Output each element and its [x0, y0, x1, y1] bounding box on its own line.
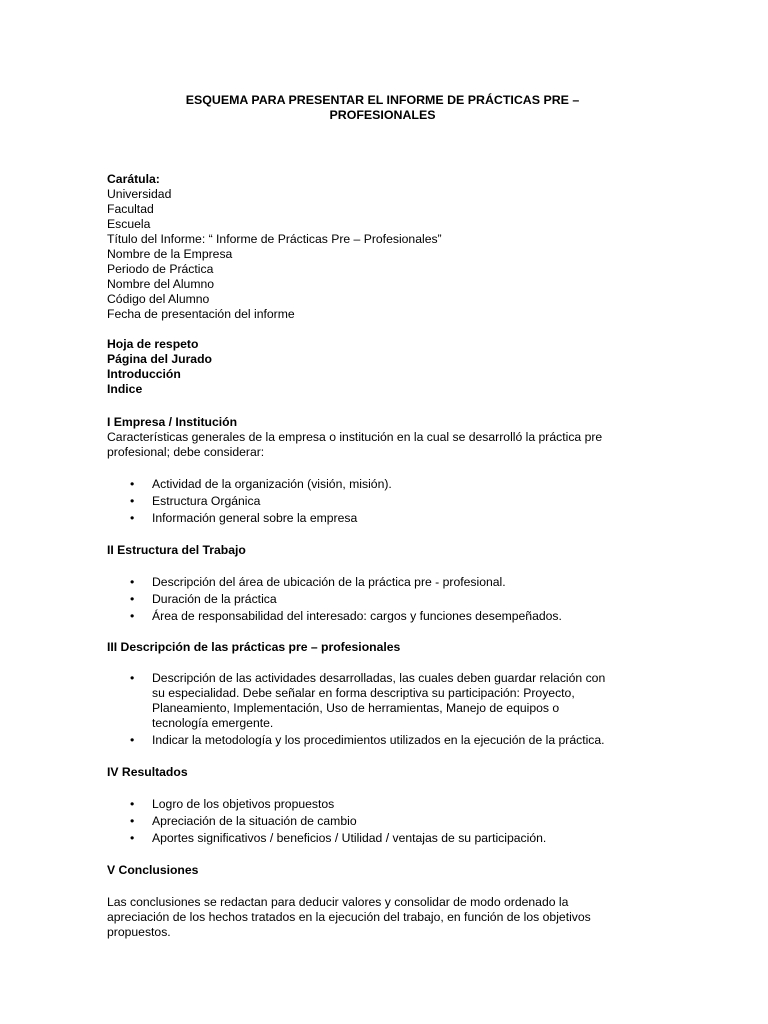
list-item — [130, 494, 618, 509]
bullet-list — [107, 477, 618, 526]
section-heading: IV Resultados — [107, 765, 188, 779]
list-item — [130, 831, 618, 846]
section-estructura — [107, 543, 618, 624]
bullet-icon: • — [130, 494, 135, 508]
caratula-item: Escuela — [107, 217, 151, 231]
list-item — [130, 511, 618, 526]
caratula-heading: Carátula: — [107, 172, 160, 186]
bullet-icon: • — [130, 671, 135, 685]
bullet-icon: • — [130, 797, 135, 811]
list-item — [130, 575, 618, 590]
bullet-icon: • — [130, 477, 135, 491]
list-item — [130, 814, 618, 829]
bullet-icon: • — [130, 511, 135, 525]
list-item-text: Información general sobre la empresa — [152, 511, 358, 525]
list-item-text: Descripción de las actividades desarrolladas, las cuales deben guardar relación con su especialidad. Debe señalar en forma descriptiva su participación: Proyecto, Planeamiento, Implementación, Uso de herramientas, Manejo de equipos o tecnología emergente. — [152, 671, 606, 730]
section-intro: Características generales de la empresa o institución en la cual se desarrolló la práctica pre profesional; debe considerar: — [107, 430, 603, 459]
preliminary-item: Introducción — [107, 367, 181, 381]
caratula-item: Periodo de Práctica — [107, 262, 214, 276]
list-item-text: Logro de los objetivos propuestos — [152, 797, 335, 811]
section-empresa — [107, 415, 618, 526]
bullet-icon: • — [130, 733, 135, 747]
section-conclusiones — [107, 863, 618, 940]
list-item — [130, 477, 618, 492]
list-item — [130, 609, 618, 624]
bullet-list — [107, 797, 618, 846]
list-item — [130, 733, 618, 748]
caratula-item: Fecha de presentación del informe — [107, 307, 295, 321]
list-item-text: Apreciación de la situación de cambio — [152, 814, 357, 828]
caratula-item: Nombre del Alumno — [107, 277, 215, 291]
caratula-item: Nombre de la Empresa — [107, 247, 233, 261]
list-item-text: Indicar la metodología y los procedimientos utilizados en la ejecución de la práctica. — [152, 733, 605, 747]
bullet-list — [107, 671, 618, 748]
list-item-text: Actividad de la organización (visión, misión). — [152, 477, 392, 491]
section-heading: II Estructura del Trabajo — [107, 543, 246, 557]
section-paragraph: Las conclusiones se redactan para deducir valores y consolidar de modo ordenado la apreciación de los hechos tratados en la ejecución del trabajo, en función de los objetivos propuestos. — [107, 895, 591, 939]
preliminary-item: Hoja de respeto — [107, 337, 199, 351]
list-item — [130, 592, 618, 607]
list-item — [130, 797, 618, 812]
caratula-item: Universidad — [107, 187, 172, 201]
list-item-text: Estructura Orgánica — [152, 494, 261, 508]
caratula-item: Título del Informe: “ Informe de Prácticas Pre – Profesionales” — [107, 232, 442, 246]
list-item-text: Duración de la práctica — [152, 592, 277, 606]
section-resultados — [107, 765, 618, 846]
bullet-icon: • — [130, 592, 135, 606]
list-item — [130, 671, 618, 731]
preliminary-item: Indice — [107, 382, 143, 396]
section-heading: I Empresa / Institución — [107, 415, 238, 429]
section-heading: V Conclusiones — [107, 863, 199, 877]
list-item-text: Área de responsabilidad del interesado: cargos y funciones desempeñados. — [152, 609, 562, 623]
list-item-text: Descripción del área de ubicación de la práctica pre - profesional. — [152, 575, 506, 589]
caratula-item: Código del Alumno — [107, 292, 210, 306]
bullet-icon: • — [130, 609, 135, 623]
list-item-text: Aportes significativos / beneficios / Utilidad / ventajas de su participación. — [152, 831, 547, 845]
bullet-list — [107, 575, 618, 624]
bullet-icon: • — [130, 814, 135, 828]
document-title: ESQUEMA PARA PRESENTAR EL INFORME DE PRÁCTICAS PRE – PROFESIONALES — [185, 93, 580, 122]
section-heading: III Descripción de las prácticas pre – profesionales — [107, 640, 401, 654]
caratula-section — [107, 172, 618, 322]
preliminary-item: Página del Jurado — [107, 352, 212, 366]
section-descripcion — [107, 640, 618, 748]
caratula-item: Facultad — [107, 202, 154, 216]
bullet-icon: • — [130, 575, 135, 589]
preliminaries-section — [107, 337, 618, 397]
bullet-icon: • — [130, 831, 135, 845]
